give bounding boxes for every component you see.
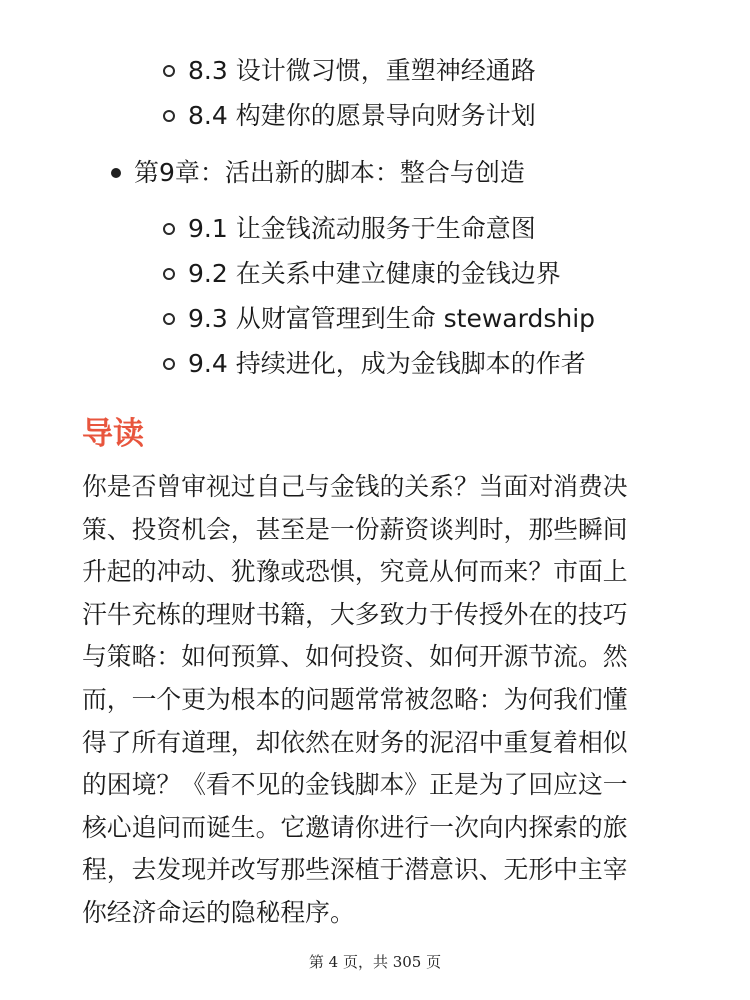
paragraph-line: 你是否曾审视过自己与金钱的关系？当面对消费决 <box>82 472 628 501</box>
paragraph-line: 核心追问而诞生。它邀请你进行一次向内探索的旅 <box>82 812 628 842</box>
toc-subitem-label: 9.2 在关系中建立健康的金钱边界 <box>188 259 561 288</box>
toc-subitem-label: 8.4 构建你的愿景导向财务计划 <box>188 101 536 130</box>
toc-subitem-label: 8.3 设计微习惯，重塑神经通路 <box>188 56 536 85</box>
toc-subitem-9-4 <box>0 341 595 386</box>
hollow-bullet-icon <box>163 110 175 122</box>
paragraph-line: 的困境？《看不见的金钱脚本》正是为了回应这一 <box>82 770 628 800</box>
toc-subitem-label: 9.1 让金钱流动服务于生命意图 <box>188 214 536 243</box>
toc-chapter-9 <box>0 150 525 195</box>
toc-chapter-label: 第9章：活出新的脚本：整合与创造 <box>134 158 525 187</box>
hollow-bullet-icon <box>163 65 175 77</box>
toc-subitem-8-3 <box>0 48 536 93</box>
intro-paragraph <box>82 466 682 935</box>
paragraph-line: 与策略：如何预算、如何投资、如何开源节流。然 <box>82 642 628 672</box>
paragraph-line: 你经济命运的隐秘程序。 <box>82 897 355 927</box>
section-heading-intro: 导读 <box>82 416 144 452</box>
hollow-bullet-icon <box>163 223 175 235</box>
hollow-bullet-icon <box>163 358 175 370</box>
paragraph-line: 程，去发现并改写那些深植于潜意识、无形中主宰 <box>82 855 628 885</box>
paragraph-line: 策、投资机会，甚至是一份薪资谈判时，那些瞬间 <box>82 514 628 544</box>
toc-subitem-9-1 <box>0 206 595 251</box>
filled-bullet-icon <box>111 168 121 178</box>
paragraph-line: 得了所有道理，却依然在财务的泥沼中重复着相似 <box>82 727 628 757</box>
page-number-footer: 第 4 页，共 305 页 <box>308 953 442 971</box>
paragraph-line: 而，一个更为根本的问题常常被忽略：为何我们懂 <box>82 684 628 714</box>
toc-subitem-9-2 <box>0 251 595 296</box>
paragraph-line: 汗牛充栋的理财书籍，大多致力于传授外在的技巧 <box>82 599 628 629</box>
paragraph-line: 升起的冲动、犹豫或恐惧，究竟从何而来？市面上 <box>82 557 628 587</box>
toc-subitem-label: 9.3 从财富管理到生命 stewardship <box>188 304 596 333</box>
toc-subitem-label: 9.4 持续进化，成为金钱脚本的作者 <box>188 349 586 378</box>
hollow-bullet-icon <box>163 268 175 280</box>
toc-subitem-9-3 <box>0 296 595 341</box>
toc-subitem-8-4 <box>0 93 536 138</box>
hollow-bullet-icon <box>163 313 175 325</box>
chapter9-subitem-list <box>0 206 595 386</box>
chapter8-subitem-list <box>0 48 536 138</box>
